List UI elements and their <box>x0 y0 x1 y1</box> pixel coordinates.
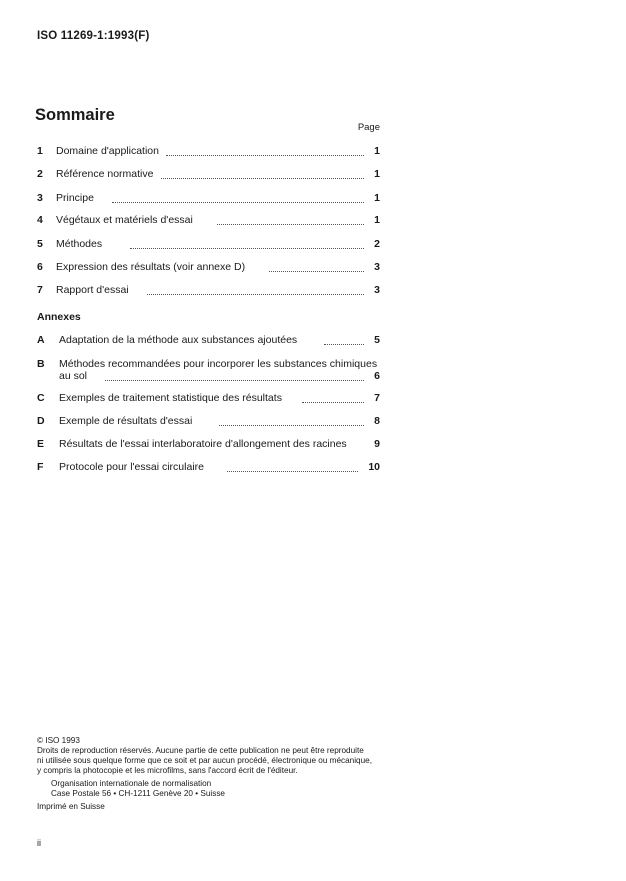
toc-leader-dots <box>161 177 364 179</box>
toc-page-number: 3 <box>374 261 380 273</box>
annexes-heading: Annexes <box>37 311 81 323</box>
toc-label: Domaine d'application <box>56 145 159 157</box>
toc-entry-2[interactable] <box>37 167 380 181</box>
annex-entry-b[interactable] <box>37 357 380 385</box>
copyright-notice: © ISO 1993 <box>37 736 80 745</box>
annex-page-number: 5 <box>374 334 380 346</box>
annex-entry-f[interactable] <box>37 460 380 474</box>
annex-label: Exemples de traitement statistique des résultats <box>59 392 282 404</box>
page-folio: ii <box>37 838 41 848</box>
toc-label: Expression des résultats (voir annexe D) <box>56 261 246 273</box>
document-header: ISO 11269-1:1993(F) <box>37 30 150 42</box>
annex-letter: B <box>37 358 45 370</box>
toc-label: Végétaux et matériels d'essai <box>56 214 193 226</box>
rights-line-2: ni utilisée sous quelque forme que ce soit et par aucun procédé, électronique ou mécanique, <box>37 756 372 765</box>
toc-leader-dots <box>324 343 364 345</box>
toc-entry-5[interactable] <box>37 237 380 251</box>
annex-entry-d[interactable] <box>37 414 380 428</box>
annex-label: Résultats de l'essai interlaboratoire d'allongement des racines <box>59 438 347 450</box>
toc-number: 5 <box>37 238 43 250</box>
toc-entry-7[interactable] <box>37 283 380 297</box>
annex-letter: A <box>37 334 45 346</box>
annex-entry-a[interactable] <box>37 333 380 347</box>
annex-label: Méthodes recommandées pour incorporer les substances chimiques <box>59 358 378 370</box>
toc-number: 7 <box>37 284 43 296</box>
toc-leader-dots <box>147 293 364 295</box>
annex-label: Protocole pour l'essai circulaire <box>59 461 204 473</box>
annex-page-number: 10 <box>368 461 380 473</box>
annex-letter: D <box>37 415 45 427</box>
toc-page-number: 3 <box>374 284 380 296</box>
rights-line-3: y compris la photocopie et les microfilms, sans l'accord écrit de l'éditeur. <box>37 766 298 775</box>
annex-letter: E <box>37 438 45 450</box>
toc-leader-dots <box>269 270 364 272</box>
toc-leader-dots <box>130 247 364 249</box>
annex-label: Adaptation de la méthode aux substances ajoutées <box>59 334 298 346</box>
toc-leader-dots <box>166 154 364 156</box>
annex-letter: F <box>37 461 44 473</box>
annex-letter: C <box>37 392 45 404</box>
copyright-block <box>37 736 387 812</box>
annex-entry-e[interactable] <box>37 437 380 451</box>
toc-leader-dots <box>112 201 364 203</box>
toc-page-number: 1 <box>374 214 380 226</box>
toc-number: 2 <box>37 168 43 180</box>
toc-leader-dots <box>227 470 358 472</box>
printed-in: Imprimé en Suisse <box>37 802 105 811</box>
toc-label: Principe <box>56 192 94 204</box>
toc-number: 1 <box>37 145 43 157</box>
toc-entry-4[interactable] <box>37 213 380 227</box>
annex-label: Exemple de résultats d'essai <box>59 415 193 427</box>
toc-number: 4 <box>37 214 43 226</box>
toc-entry-1[interactable] <box>37 144 380 158</box>
toc-leader-dots <box>217 223 364 225</box>
page-title: Sommaire <box>35 106 115 124</box>
toc-entry-3[interactable] <box>37 191 380 205</box>
toc-page-number: 1 <box>374 145 380 157</box>
toc-leader-dots <box>219 424 364 426</box>
toc-leader-dots <box>105 379 364 381</box>
toc-number: 3 <box>37 192 43 204</box>
annex-page-number: 8 <box>374 415 380 427</box>
toc-label: Référence normative <box>56 168 154 180</box>
rights-line-1: Droits de reproduction réservés. Aucune partie de cette publication ne peut être reproduite <box>37 746 364 755</box>
toc-page-number: 1 <box>374 192 380 204</box>
annex-page-number: 9 <box>374 438 380 450</box>
toc-label: Rapport d'essai <box>56 284 129 296</box>
annex-label-continued: au sol <box>59 370 88 382</box>
toc-leader-dots <box>302 401 364 403</box>
toc-label: Méthodes <box>56 238 103 250</box>
organisation-name: Organisation internationale de normalisation <box>51 779 212 788</box>
toc-page-number: 1 <box>374 168 380 180</box>
toc-number: 6 <box>37 261 43 273</box>
page-column-label: Page <box>357 122 380 133</box>
annex-page-number: 7 <box>374 392 380 404</box>
annex-page-number: 6 <box>374 370 380 382</box>
annex-entry-c[interactable] <box>37 391 380 405</box>
toc-entry-6[interactable] <box>37 260 380 274</box>
organisation-address: Case Postale 56 • CH-1211 Genève 20 • Suisse <box>51 789 225 798</box>
toc-page-number: 2 <box>374 238 380 250</box>
